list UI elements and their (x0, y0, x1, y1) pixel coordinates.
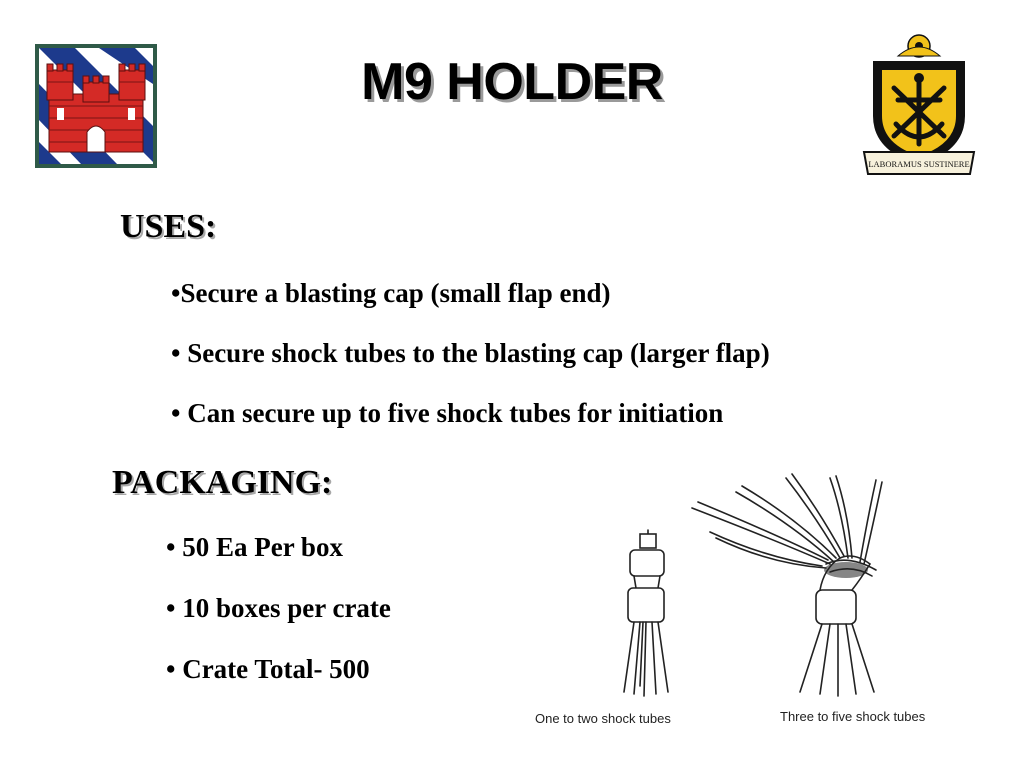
uses-item-text: Secure a blasting cap (small flap end) (180, 278, 611, 308)
caption-three-to-five: Three to five shock tubes (780, 709, 926, 724)
uses-item-3 (171, 398, 723, 429)
packaging-heading: PACKAGING: (112, 464, 333, 501)
bullet: • (171, 398, 188, 428)
packaging-item-text: 10 boxes per crate (182, 593, 391, 623)
m9-holder-illustration (530, 472, 980, 734)
svg-text:LABORAMUS SUSTINERE: LABORAMUS SUSTINERE (868, 159, 970, 169)
packaging-item-3 (166, 654, 370, 685)
uses-item-2 (171, 338, 770, 369)
bullet: • (171, 278, 181, 308)
bullet: • (166, 532, 183, 562)
packaging-item-1 (166, 532, 343, 563)
packaging-item-text: Crate Total- 500 (182, 654, 370, 684)
caption-one-to-two: One to two shock tubes (535, 711, 671, 726)
bullet: • (171, 338, 188, 368)
packaging-item-text: 50 Ea Per box (182, 532, 343, 562)
page-title: M9 HOLDER (361, 53, 663, 111)
packaging-item-2 (166, 593, 391, 624)
uses-item-text: Secure shock tubes to the blasting cap (larger flap) (187, 338, 770, 368)
bullet: • (166, 654, 183, 684)
bullet: • (166, 593, 183, 623)
regimental-crest-icon (860, 32, 978, 180)
uses-item-text: Can secure up to five shock tubes for initiation (187, 398, 724, 428)
uses-heading: USES: (120, 208, 217, 245)
uses-item-1 (171, 278, 610, 309)
